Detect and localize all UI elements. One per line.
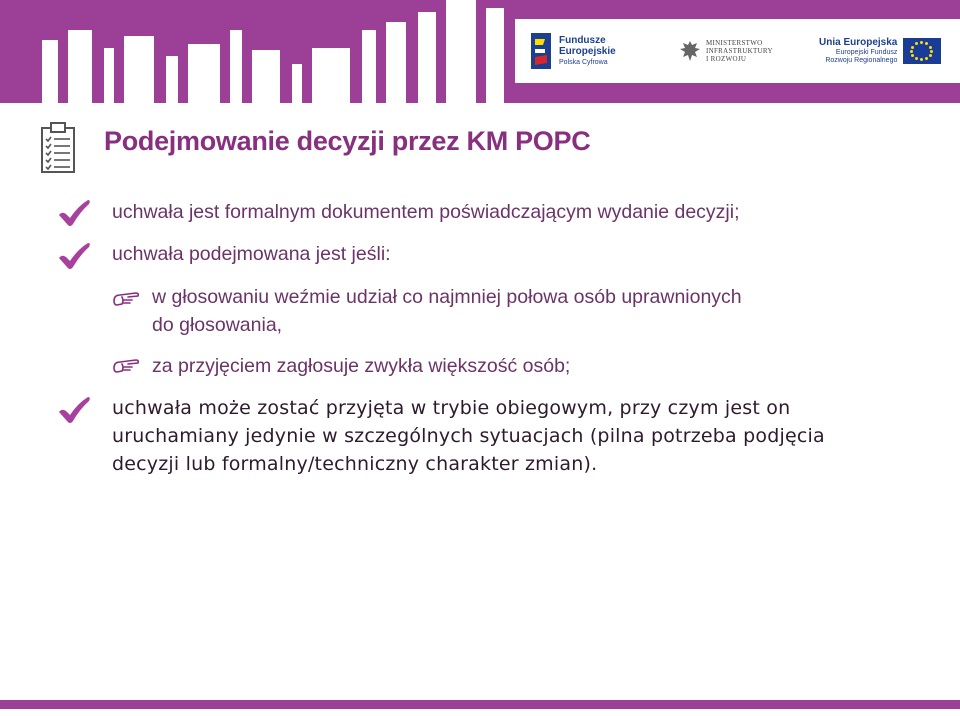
bullet-text-3c: decyzji lub formalny/techniczny charakter zmian). bbox=[112, 453, 598, 475]
eu-logo bbox=[819, 19, 941, 83]
clipboard-checklist-icon bbox=[40, 122, 76, 179]
building-shape bbox=[312, 48, 350, 103]
sub-bullet-text-2: za przyjęciem zagłosuje zwykła większość osób; bbox=[152, 355, 571, 377]
building-shape bbox=[124, 36, 154, 103]
logo-bar bbox=[515, 19, 960, 83]
sub-bullet-text-1a: w głosowaniu weźmie udział co najmniej połowa osób uprawnionych bbox=[152, 286, 742, 308]
fundusze-europejskie-logo bbox=[529, 19, 616, 83]
building-shape bbox=[292, 64, 302, 103]
pointing-hand-icon bbox=[112, 289, 140, 312]
fundusze-logo-mark bbox=[529, 31, 553, 71]
building-shape bbox=[252, 50, 280, 103]
building-shape bbox=[486, 8, 504, 103]
footer-bar bbox=[0, 700, 960, 709]
pointing-hand-icon bbox=[112, 356, 140, 379]
ministry-line3: I ROZWOJU bbox=[706, 55, 747, 63]
building-shape bbox=[418, 12, 436, 103]
building-shape bbox=[166, 56, 178, 103]
building-shape bbox=[386, 22, 406, 103]
building-shape bbox=[446, 0, 476, 103]
eu-line1: Unia Europejska bbox=[819, 37, 898, 48]
checkmark-icon bbox=[56, 198, 92, 233]
ministry-line1: MINISTERSTWO bbox=[706, 39, 763, 47]
building-shape bbox=[68, 30, 92, 103]
eu-line3: Rozwoju Regionalnego bbox=[825, 57, 898, 64]
checkmark-icon bbox=[56, 395, 92, 430]
eagle-emblem-icon bbox=[679, 39, 701, 63]
slide-title: Podejmowanie decyzji przez KM POPC bbox=[104, 126, 591, 156]
ministry-line2: INFRASTRUKTURY bbox=[706, 47, 773, 55]
building-shape bbox=[188, 44, 220, 103]
fundusze-line2: Europejskie bbox=[559, 45, 616, 57]
fundusze-line1: Fundusze bbox=[559, 34, 606, 46]
eu-line2: Europejski Fundusz bbox=[835, 49, 898, 56]
fundusze-line3: Polska Cyfrowa bbox=[559, 58, 608, 66]
ministry-logo bbox=[679, 19, 773, 83]
bullet-text-2: uchwała podejmowana jest jeśli: bbox=[112, 243, 391, 265]
building-shape bbox=[42, 40, 58, 103]
header-banner bbox=[0, 0, 960, 103]
bullet-text-3b: uruchamiany jedynie w szczególnych sytuacjach (pilna potrzeba podjęcia bbox=[112, 425, 825, 447]
building-shape bbox=[230, 30, 242, 103]
bullet-text-3a: uchwała może zostać przyjęta w trybie obiegowym, przy czym jest on bbox=[112, 397, 791, 419]
eu-flag-icon bbox=[903, 38, 941, 64]
building-shape bbox=[362, 30, 376, 103]
building-shape bbox=[104, 48, 114, 103]
checkmark-icon bbox=[56, 241, 92, 276]
bullet-text-1: uchwała jest formalnym dokumentem poświadczającym wydanie decyzji; bbox=[112, 201, 740, 223]
sub-bullet-text-1b: do głosowania, bbox=[152, 314, 283, 336]
